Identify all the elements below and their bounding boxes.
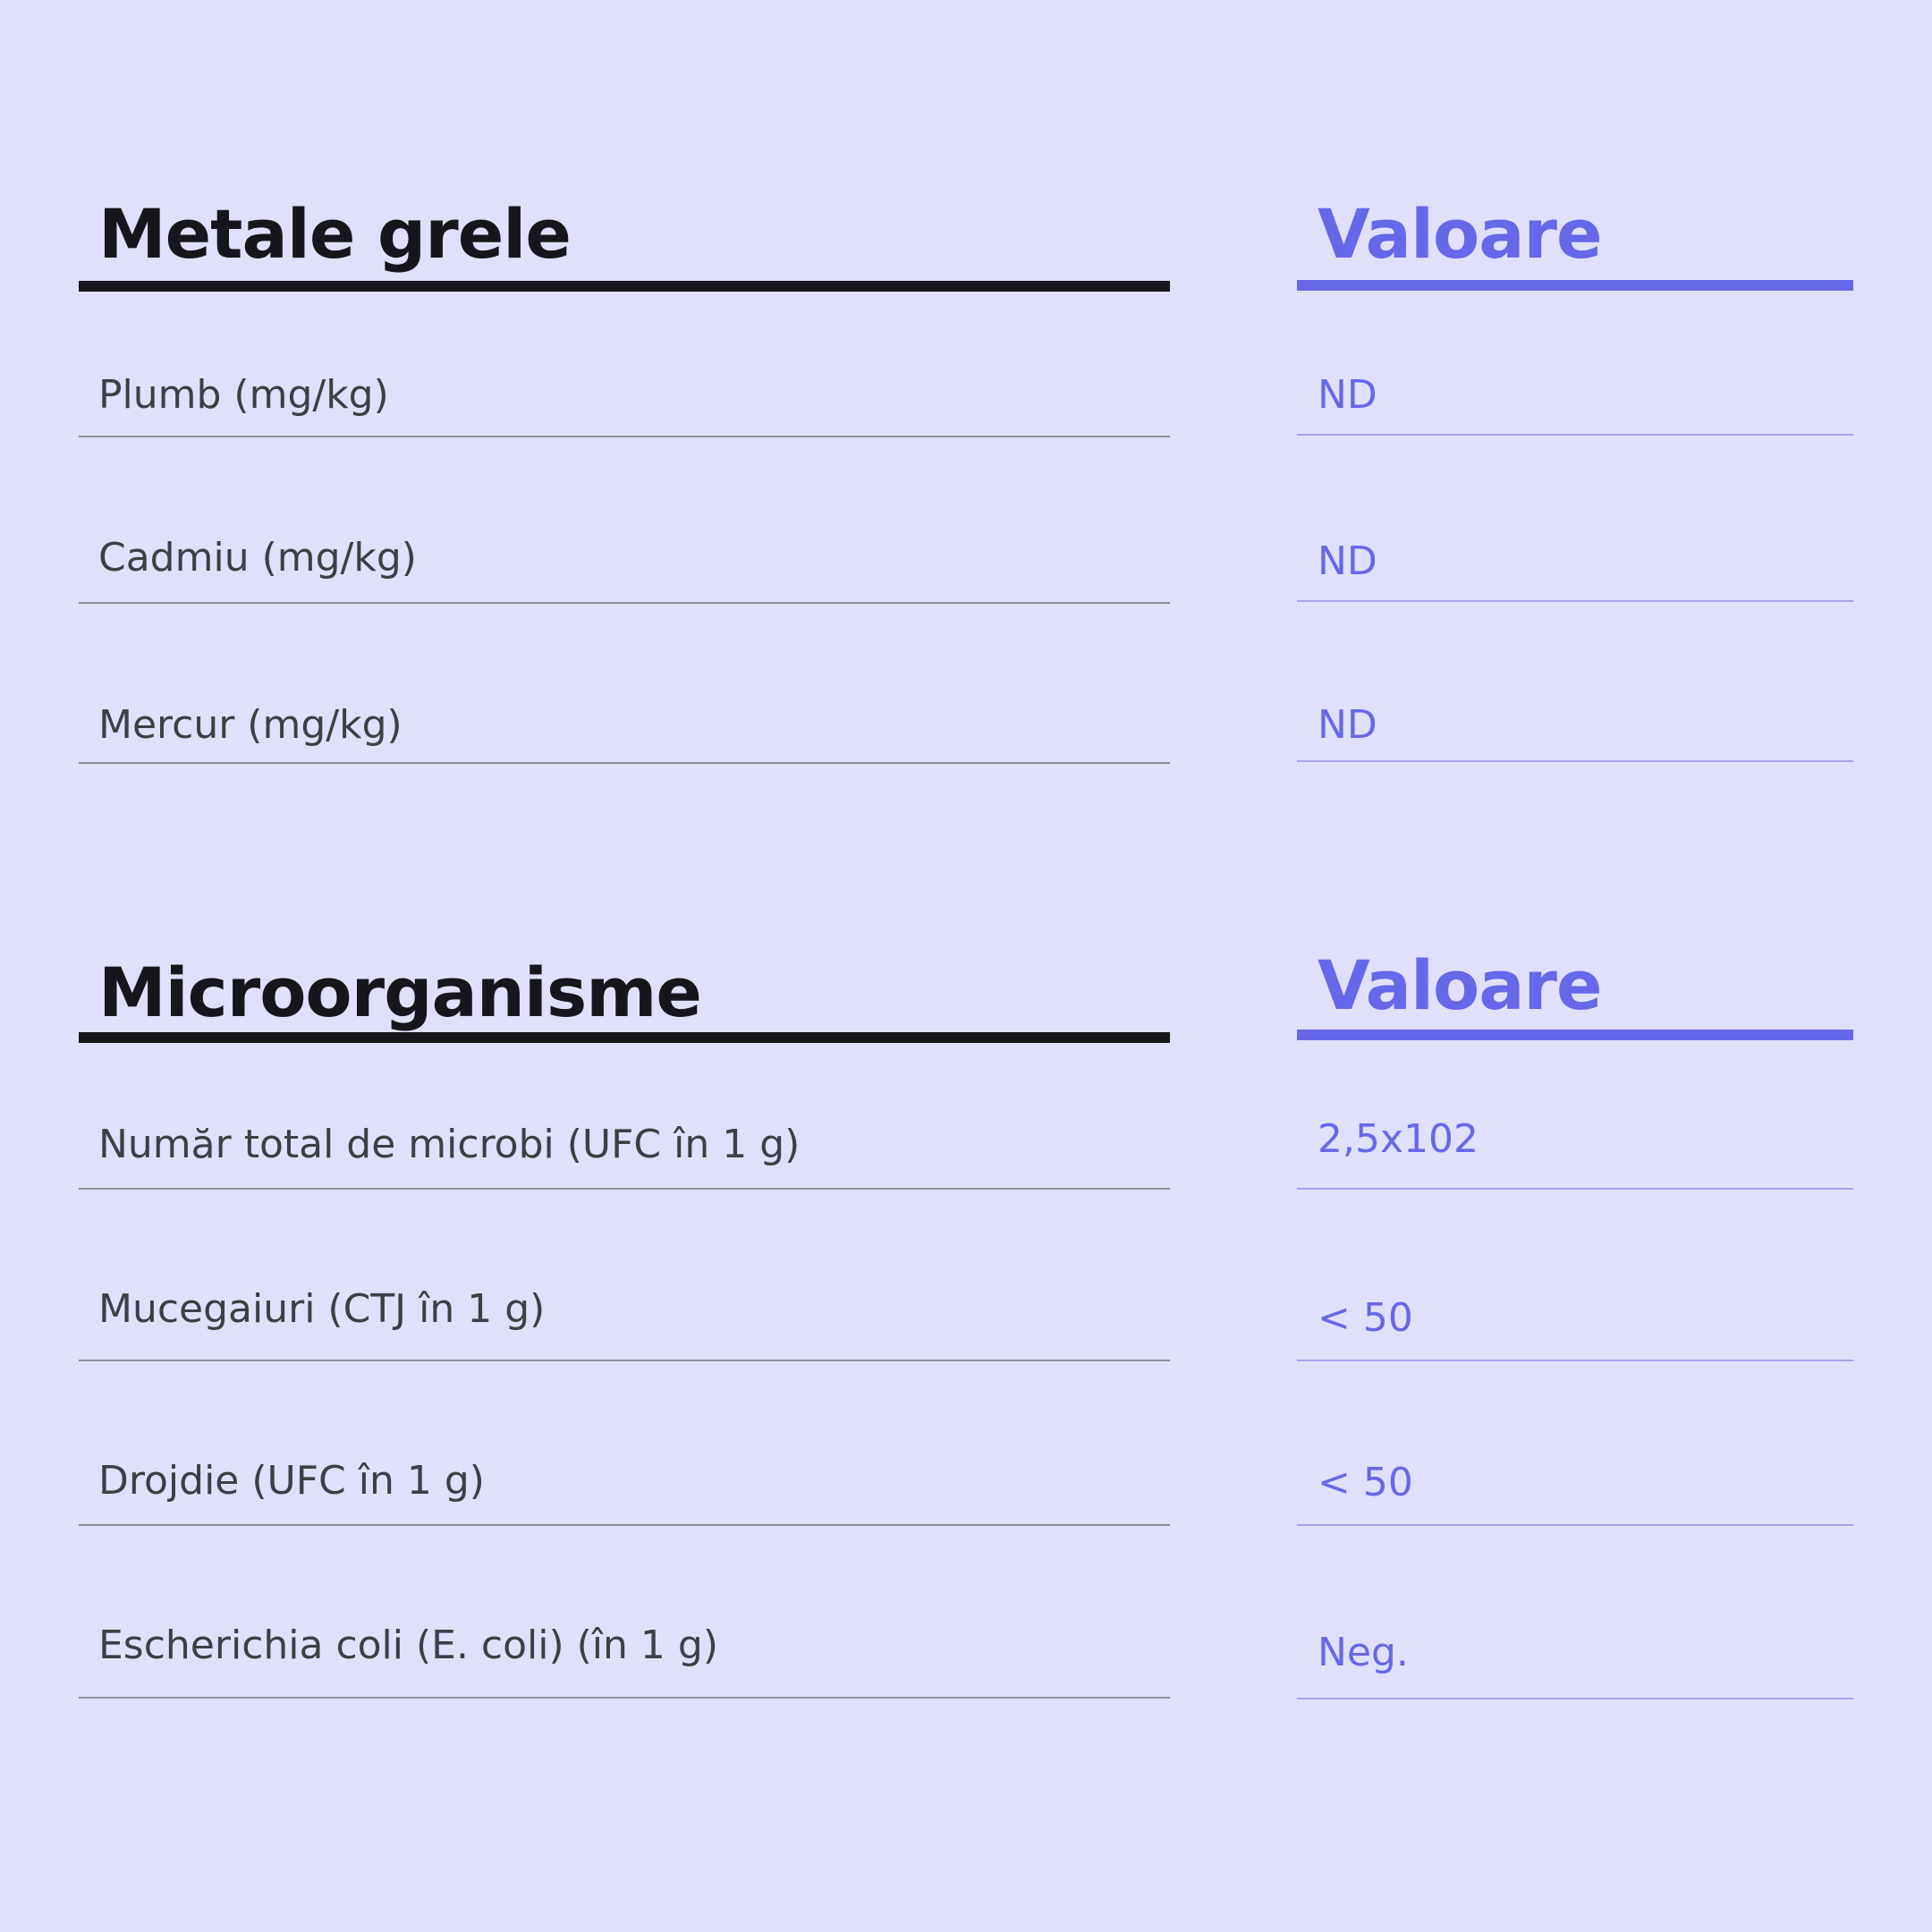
row-label: Drojdie (UFC în 1 g) — [98, 1458, 485, 1504]
row-value: < 50 — [1318, 1295, 1413, 1341]
row-value: ND — [1318, 372, 1377, 418]
row-value: < 50 — [1318, 1460, 1413, 1505]
row-divider — [79, 1697, 1170, 1699]
row-divider — [1297, 760, 1853, 762]
section-title-rule — [79, 1032, 1170, 1043]
row-label: Plumb (mg/kg) — [98, 372, 389, 418]
value-header-rule — [1297, 1030, 1853, 1040]
value-column-header: Valoare — [1318, 194, 1602, 274]
row-value: ND — [1318, 538, 1377, 584]
row-divider — [1297, 1524, 1853, 1526]
row-divider — [79, 1188, 1170, 1190]
row-label: Mercur (mg/kg) — [98, 702, 402, 748]
section-title: Metale grele — [98, 194, 571, 274]
row-divider — [79, 1524, 1170, 1526]
row-label: Escherichia coli (E. coli) (în 1 g) — [98, 1623, 718, 1668]
row-divider — [1297, 1698, 1853, 1699]
row-divider — [79, 762, 1170, 764]
row-label: Număr total de microbi (UFC în 1 g) — [98, 1122, 801, 1167]
section-title-rule — [79, 281, 1170, 292]
row-divider — [1297, 1188, 1853, 1190]
row-value: ND — [1318, 702, 1377, 748]
row-divider — [79, 1360, 1170, 1361]
row-divider — [79, 602, 1170, 604]
row-label: Mucegaiuri (CTJ în 1 g) — [98, 1286, 546, 1332]
row-value: Neg. — [1318, 1630, 1409, 1675]
row-divider — [79, 436, 1170, 437]
section-title: Microorganisme — [98, 953, 701, 1032]
value-header-rule — [1297, 280, 1853, 291]
row-value: 2,5x102 — [1318, 1116, 1479, 1162]
value-column-header: Valoare — [1318, 945, 1602, 1025]
row-divider — [1297, 434, 1853, 436]
row-divider — [1297, 600, 1853, 602]
row-label: Cadmiu (mg/kg) — [98, 535, 417, 580]
row-divider — [1297, 1360, 1853, 1361]
